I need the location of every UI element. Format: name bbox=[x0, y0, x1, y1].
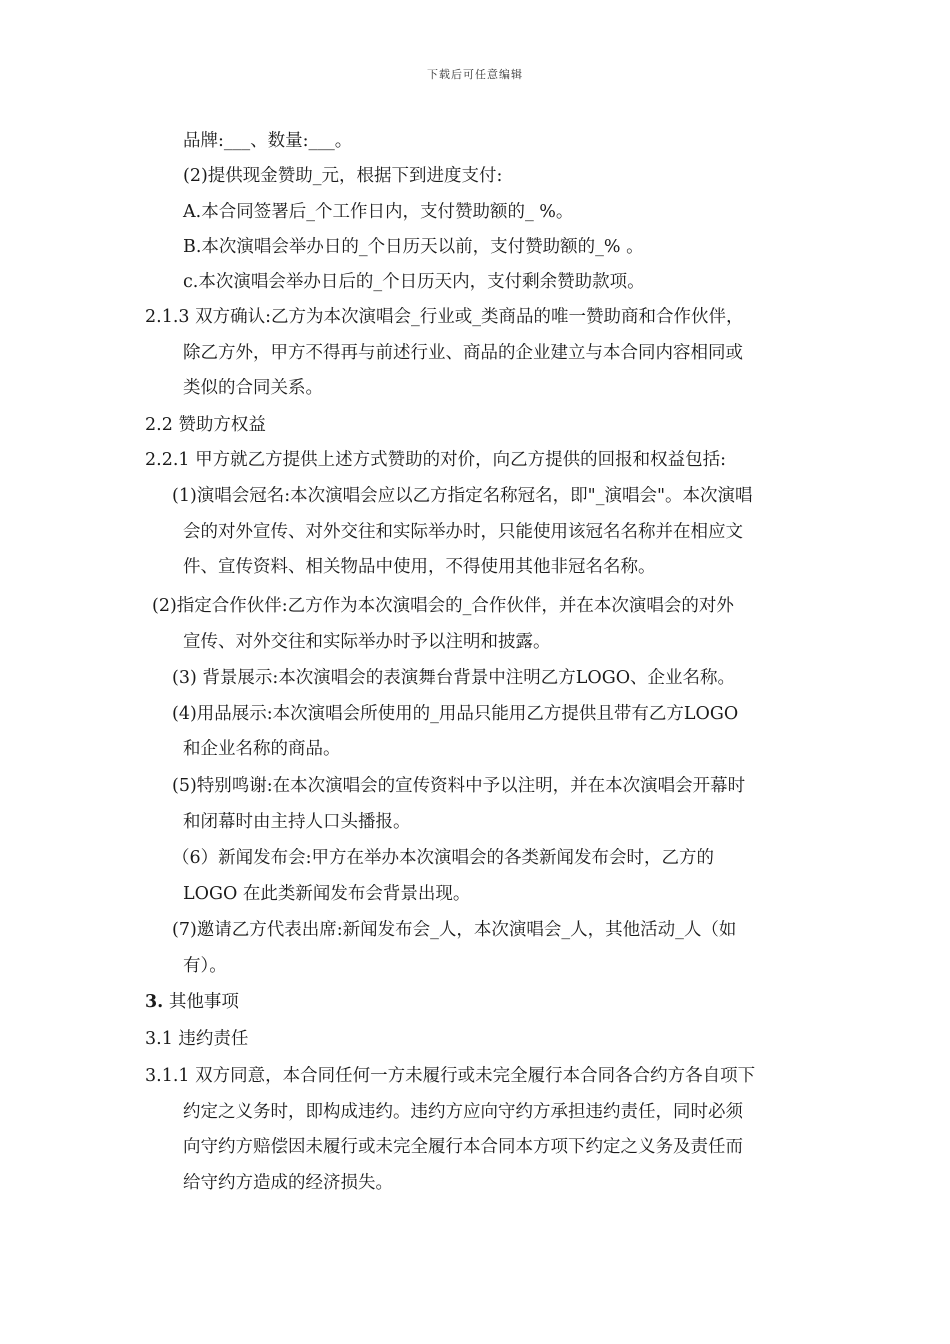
text-line: 件、宣传资料、相关物品中使用，不得使用其他非冠名名称。 bbox=[183, 557, 656, 577]
text-line: (1)演唱会冠名:本次演唱会应以乙方指定名称冠名，即"_演唱会"。本次演唱 bbox=[172, 486, 753, 506]
clause-heading: 2.2.1 甲方就乙方提供上述方式赞助的对价，向乙方提供的回报和权益包括: bbox=[145, 450, 726, 470]
section-number: 3. bbox=[145, 992, 164, 1012]
text-line: 会的对外宣传、对外交往和实际举办时，只能使用该冠名名称并在相应文 bbox=[183, 522, 743, 542]
text-line: 和闭幕时由主持人口头播报。 bbox=[183, 812, 411, 832]
text-line: LOGO 在此类新闻发布会背景出现。 bbox=[183, 884, 471, 904]
text-line: (4)用品展示:本次演唱会所使用的_用品只能用乙方提供且带有乙方LOGO bbox=[172, 704, 739, 724]
text-line: 除乙方外，甲方不得再与前述行业、商品的企业建立与本合同内容相同或 bbox=[183, 343, 743, 363]
text-line: B.本次演唱会举办日的_个日历天以前，支付赞助额的_% 。 bbox=[183, 237, 644, 257]
text-line: 品牌:___、数量:___。 bbox=[183, 131, 353, 151]
clause-heading: 2.1.3 双方确认:乙方为本次演唱会_行业或_类商品的唯一赞助商和合作伙伴， bbox=[145, 307, 744, 327]
text-line: (7)邀请乙方代表出席:新闻发布会_人，本次演唱会_人，其他活动_人（如 bbox=[172, 920, 737, 940]
text-line: (5)特别鸣谢:在本次演唱会的宣传资料中予以注明，并在本次演唱会开幕时 bbox=[172, 776, 746, 796]
text-line: （6）新闻发布会:甲方在举办本次演唱会的各类新闻发布会时，乙方的 bbox=[172, 848, 715, 868]
section-title: 其他事项 bbox=[168, 992, 239, 1012]
text-line: 宣传、对外交往和实际举办时予以注明和披露。 bbox=[183, 632, 551, 652]
text-line: 向守约方赔偿因未履行或未完全履行本合同本方项下约定之义务及责任而 bbox=[183, 1137, 743, 1157]
text-line: 有）。 bbox=[183, 956, 227, 976]
section-3-heading bbox=[145, 990, 239, 1014]
text-line: (2)指定合作伙伴:乙方作为本次演唱会的_合作伙伴，并在本次演唱会的对外 bbox=[152, 596, 734, 616]
text-line: c.本次演唱会举办日后的_个日历天内，支付剩余赞助款项。 bbox=[183, 272, 645, 292]
text-line: 和企业名称的商品。 bbox=[183, 739, 341, 759]
page-header: 下载后可任意编辑 bbox=[427, 68, 523, 81]
text-line: (2)提供现金赞助_元，根据下到进度支付: bbox=[183, 166, 503, 186]
text-line: 约定之义务时，即构成违约。违约方应向守约方承担违约责任，同时必须 bbox=[183, 1102, 743, 1122]
section-heading: 2.2 赞助方权益 bbox=[145, 415, 266, 435]
text-line: (3) 背景展示:本次演唱会的表演舞台背景中注明乙方LOGO、企业名称。 bbox=[172, 668, 736, 688]
text-line: A.本合同签署后_个工作日内，支付赞助额的_ %。 bbox=[183, 202, 574, 222]
section-heading: 3.1 违约责任 bbox=[145, 1029, 249, 1049]
text-line: 类似的合同关系。 bbox=[183, 378, 323, 398]
clause-heading: 3.1.1 双方同意，本合同任何一方未履行或未完全履行本合同各合约方各自项下 bbox=[145, 1066, 756, 1086]
text-line: 给守约方造成的经济损失。 bbox=[183, 1173, 393, 1193]
